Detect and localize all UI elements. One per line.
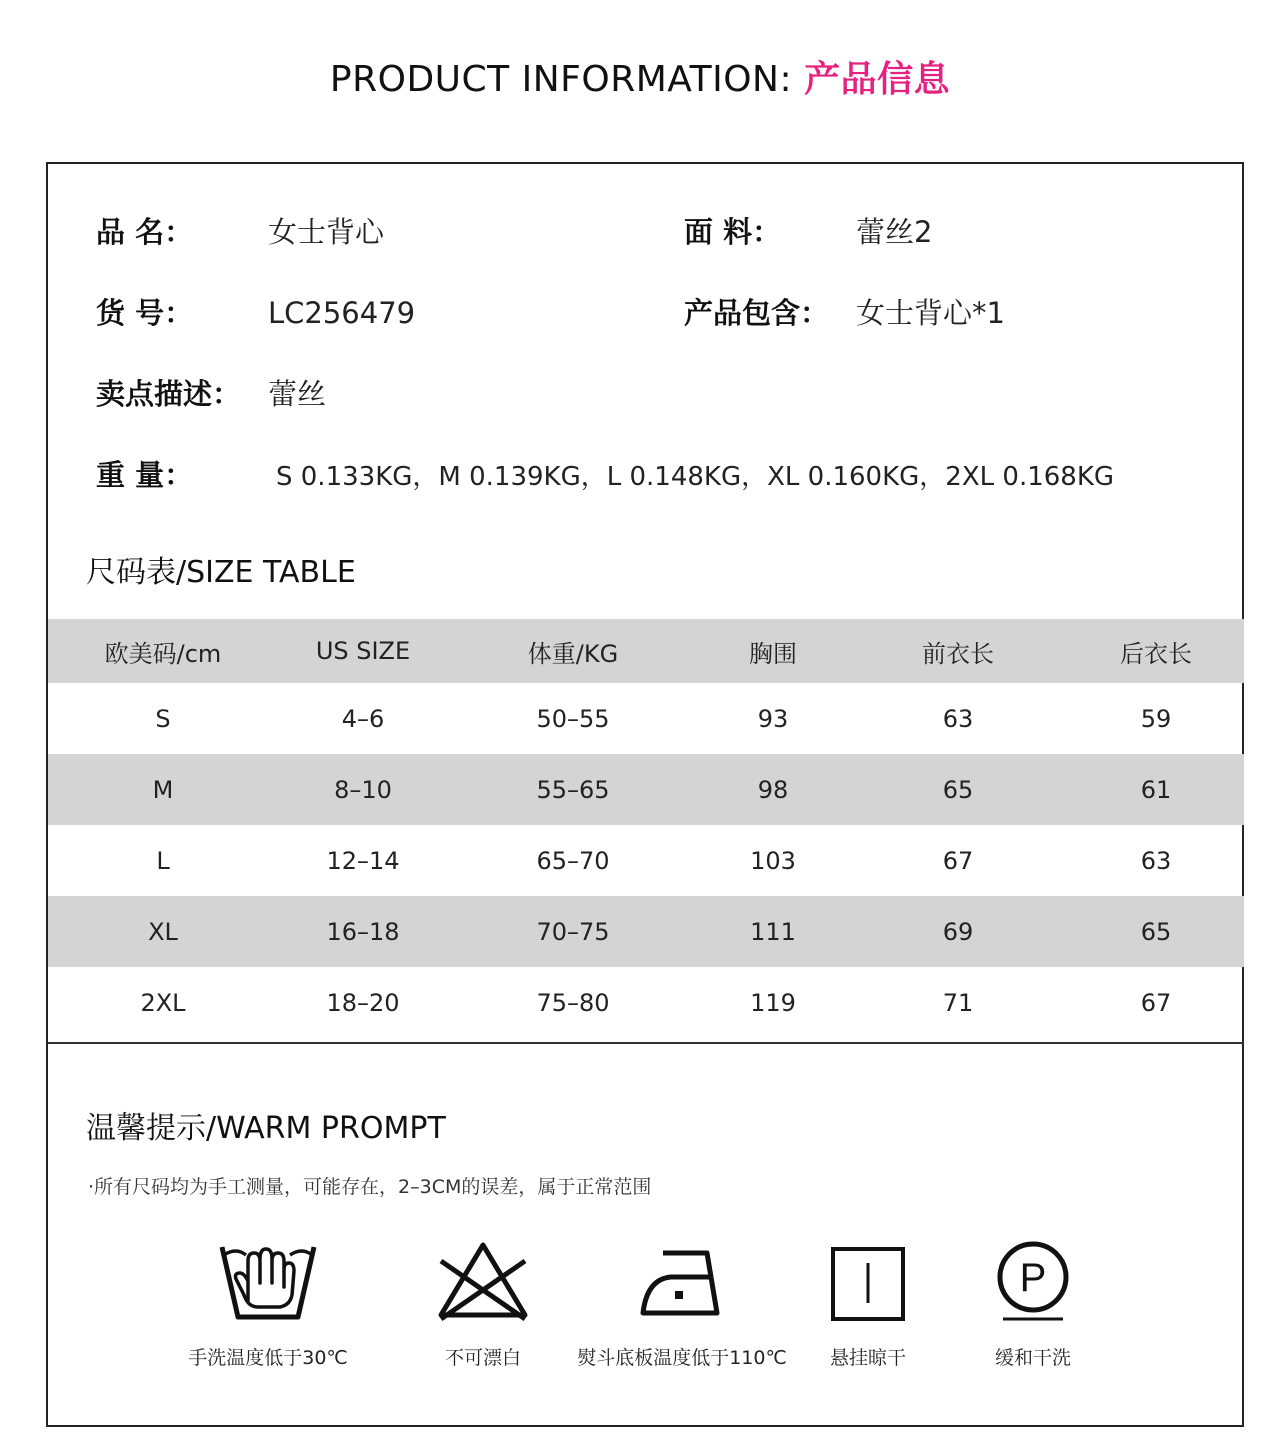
name-value: 女士背心 xyxy=(268,215,385,249)
code-value: LC256479 xyxy=(268,296,416,330)
table-cell: 98 xyxy=(757,775,789,804)
column-header: 欧美码/cm xyxy=(104,639,222,668)
svg-text:P: P xyxy=(1019,1256,1047,1300)
fabric-label: 面 料： xyxy=(684,215,782,249)
header-title-en: PRODUCT INFORMATION: xyxy=(329,59,793,100)
table-cell: 103 xyxy=(750,846,796,875)
table-cell: S xyxy=(155,704,171,733)
table-cell: XL xyxy=(148,917,178,946)
info-row-selling xyxy=(96,374,326,414)
column-header: 前衣长 xyxy=(922,639,994,668)
warm-prompt-title: 温馨提示/WARM PROMPT xyxy=(86,1111,446,1146)
table-cell: 2XL xyxy=(140,988,186,1017)
fabric-value: 蕾丝2 xyxy=(856,215,933,249)
table-cell: 67 xyxy=(1140,988,1172,1017)
care-item-dry-clean xyxy=(973,1239,1093,1370)
table-cell: 65 xyxy=(1140,917,1172,946)
header-title-cn: 产品信息 xyxy=(804,59,951,100)
package-value: 女士背心*1 xyxy=(856,296,1005,330)
column-header: 后衣长 xyxy=(1120,639,1192,668)
product-info-frame xyxy=(46,162,1244,1427)
table-cell: 12–14 xyxy=(326,846,400,875)
info-row-name xyxy=(96,212,932,252)
table-cell: 59 xyxy=(1140,704,1172,733)
info-row-code xyxy=(96,293,1005,333)
size-table xyxy=(48,619,1244,1038)
column-header: US SIZE xyxy=(315,637,411,665)
size-table-header-row xyxy=(48,619,1244,683)
selling-value: 蕾丝 xyxy=(268,377,327,411)
care-item-no-bleach xyxy=(393,1239,573,1370)
weight-value: S 0.133KG，M 0.139KG，L 0.148KG，XL 0.160KG，2XL 0.168KG xyxy=(276,462,1115,492)
table-cell: 93 xyxy=(757,704,789,733)
table-row xyxy=(48,896,1244,967)
care-label: 缓和干洗 xyxy=(994,1347,1071,1369)
care-label: 悬挂晾干 xyxy=(829,1347,906,1369)
no-bleach-icon xyxy=(435,1239,531,1323)
package-label: 产品包含： xyxy=(684,296,830,330)
care-item-hang-dry xyxy=(818,1239,918,1370)
table-cell: 75–80 xyxy=(536,988,610,1017)
table-cell: M xyxy=(152,775,174,804)
care-label: 熨斗底板温度低于110℃ xyxy=(577,1347,787,1369)
table-cell: 18–20 xyxy=(326,988,400,1017)
name-label: 品 名： xyxy=(96,215,194,249)
page-header xyxy=(0,52,1280,108)
code-label: 货 号： xyxy=(96,296,194,330)
table-cell: L xyxy=(156,846,170,875)
table-cell: 16–18 xyxy=(326,917,400,946)
measurement-note: ·所有尺码均为手工测量，可能存在，2–3CM的误差，属于正常范围 xyxy=(88,1176,652,1198)
weight-label: 重 量： xyxy=(96,458,194,492)
iron-icon xyxy=(637,1239,727,1323)
table-cell: 61 xyxy=(1140,775,1172,804)
care-label: 不可漂白 xyxy=(444,1347,521,1369)
table-row xyxy=(48,683,1244,754)
care-item-iron xyxy=(568,1239,796,1370)
table-cell: 71 xyxy=(942,988,974,1017)
table-cell: 50–55 xyxy=(536,704,610,733)
hang-dry-icon xyxy=(830,1239,906,1323)
hand-wash-icon xyxy=(218,1239,318,1323)
table-cell: 4–6 xyxy=(341,704,385,733)
table-cell: 70–75 xyxy=(536,917,610,946)
column-header: 体重/KG xyxy=(527,639,619,668)
table-cell: 63 xyxy=(942,704,974,733)
table-cell: 119 xyxy=(750,988,796,1017)
table-cell: 65 xyxy=(942,775,974,804)
section-divider xyxy=(48,1042,1244,1044)
size-table-title: 尺码表/SIZE TABLE xyxy=(86,555,356,590)
column-header: 胸围 xyxy=(749,639,797,668)
table-cell: 55–65 xyxy=(536,775,610,804)
selling-label: 卖点描述： xyxy=(96,377,242,411)
table-row xyxy=(48,754,1244,825)
table-cell: 111 xyxy=(750,917,796,946)
table-row xyxy=(48,825,1244,896)
table-cell: 8–10 xyxy=(334,775,392,804)
info-row-weight xyxy=(96,455,1114,497)
table-cell: 67 xyxy=(942,846,974,875)
dry-clean-icon xyxy=(993,1239,1073,1323)
care-item-hand-wash xyxy=(173,1239,363,1370)
care-label: 手洗温度低于30℃ xyxy=(188,1347,348,1369)
table-row xyxy=(48,967,1244,1038)
table-cell: 69 xyxy=(942,917,974,946)
table-cell: 63 xyxy=(1140,846,1172,875)
table-cell: 65–70 xyxy=(536,846,610,875)
